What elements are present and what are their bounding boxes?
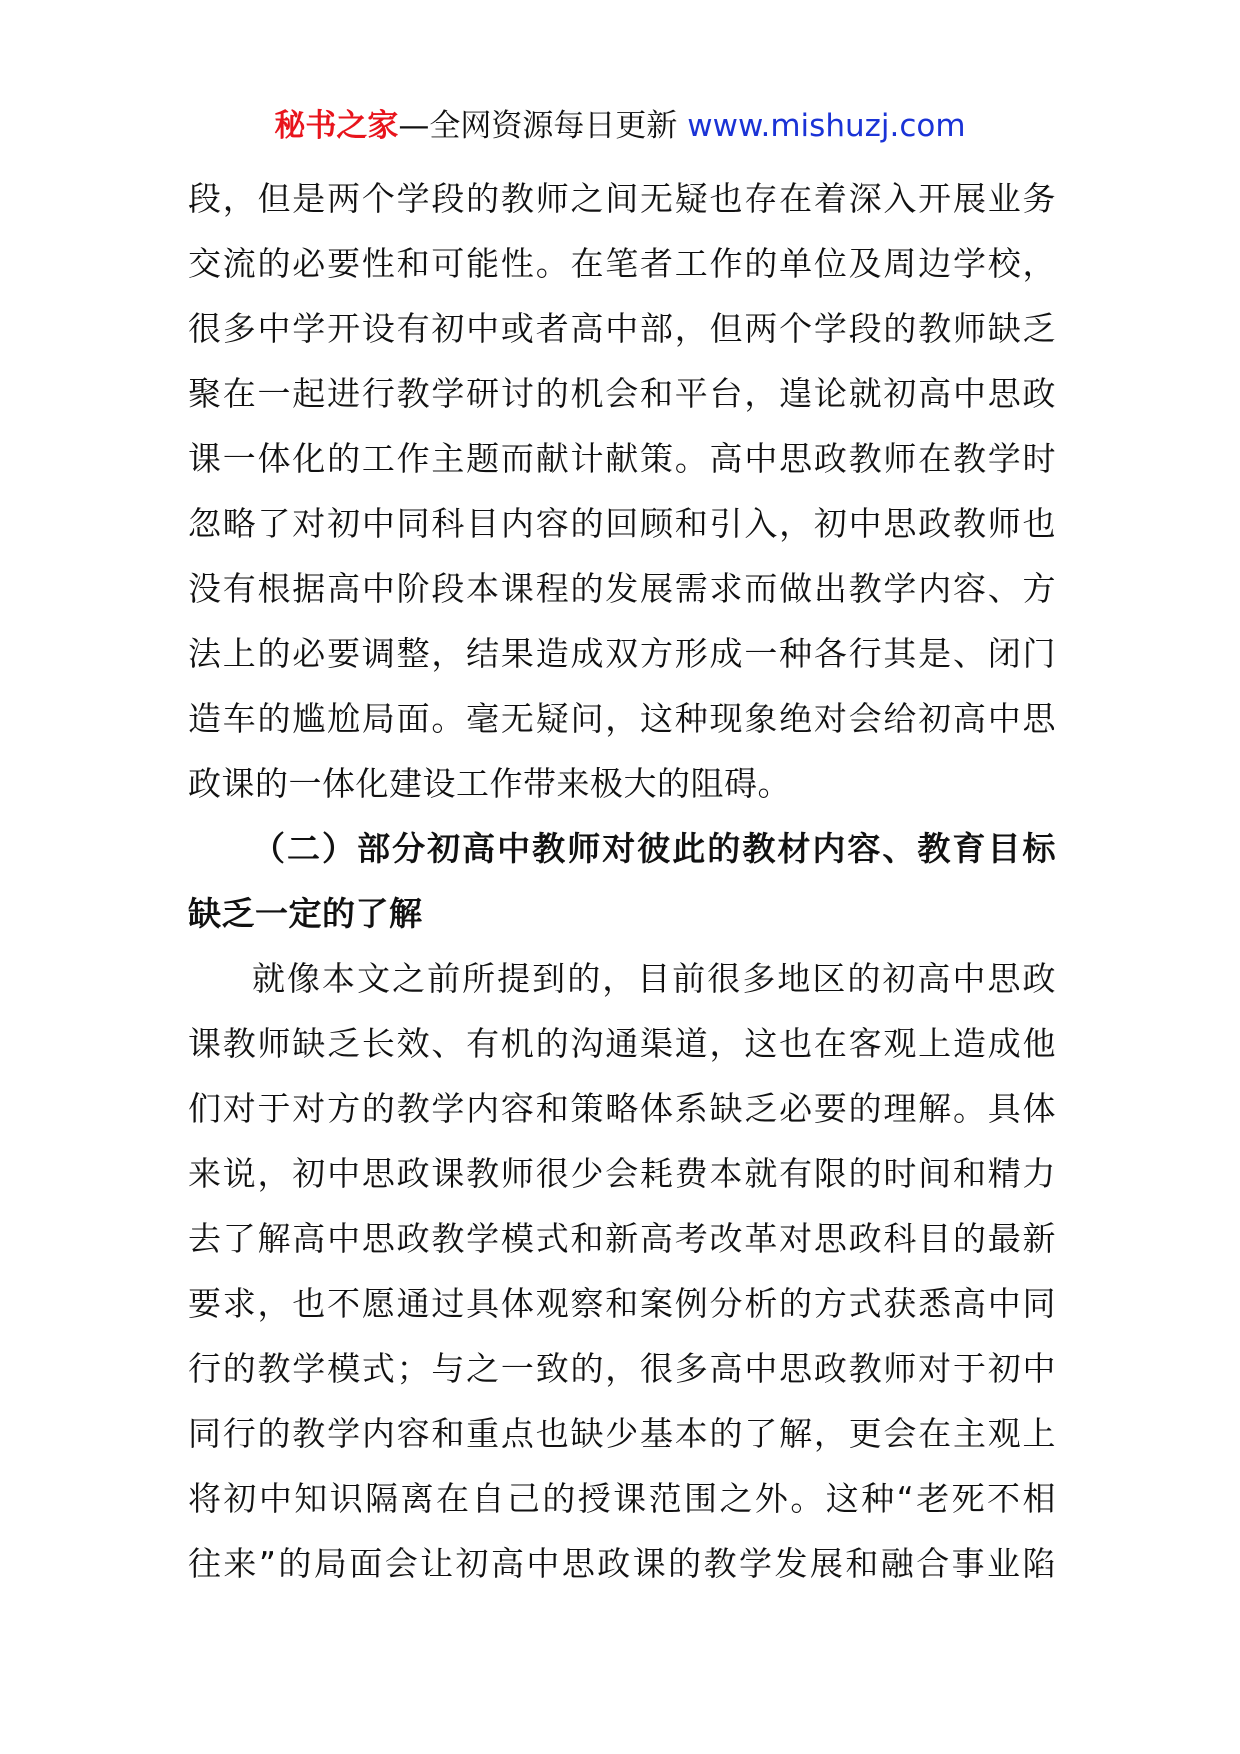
document-body xyxy=(188,166,1056,1596)
text-line: 课教师缺乏长效、有机的沟通渠道，这也在客观上造成他 xyxy=(188,1024,1056,1063)
text-line: 没有根据高中阶段本课程的发展需求而做出教学内容、方 xyxy=(188,569,1056,608)
header-brand: 秘书之家 xyxy=(274,108,399,144)
text-line: 同行的教学内容和重点也缺少基本的了解，更会在主观上 xyxy=(188,1414,1056,1453)
text-line: 聚在一起进行教学研讨的机会和平台，遑论就初高中思政 xyxy=(188,374,1056,413)
paragraph-body xyxy=(188,946,1056,1596)
header-tagline: —全网资源每日更新 xyxy=(398,108,688,144)
heading-line: 缺乏一定的了解 xyxy=(188,894,423,933)
text-line: 要求，也不愿通过具体观察和案例分析的方式获悉高中同 xyxy=(188,1284,1056,1323)
text-line: 忽略了对初中同科目内容的回顾和引入，初中思政教师也 xyxy=(188,504,1056,543)
page-header xyxy=(0,106,1240,146)
text-line: 来说，初中思政课教师很少会耗费本就有限的时间和精力 xyxy=(188,1154,1056,1193)
text-line: 就像本文之前所提到的，目前很多地区的初高中思政 xyxy=(252,959,1056,998)
heading-line: （二）部分初高中教师对彼此的教材内容、教育目标 xyxy=(252,829,1056,868)
text-line: 课一体化的工作主题而献计献策。高中思政教师在教学时 xyxy=(188,439,1056,478)
text-line: 往来”的局面会让初高中思政课的教学发展和融合事业陷 xyxy=(188,1544,1056,1583)
paragraph-continuation xyxy=(188,166,1056,816)
header-url-link[interactable]: www.mishuzj.com xyxy=(687,108,966,144)
text-line: 行的教学模式；与之一致的，很多高中思政教师对于初中 xyxy=(188,1349,1056,1388)
text-line: 将初中知识隔离在自己的授课范围之外。这种“老死不相 xyxy=(188,1479,1056,1518)
text-line: 去了解高中思政教学模式和新高考改革对思政科目的最新 xyxy=(188,1219,1056,1258)
text-line: 段，但是两个学段的教师之间无疑也存在着深入开展业务 xyxy=(188,179,1056,218)
text-line: 造车的尴尬局面。毫无疑问，这种现象绝对会给初高中思 xyxy=(188,699,1056,738)
text-line: 法上的必要调整，结果造成双方形成一种各行其是、闭门 xyxy=(188,634,1056,673)
text-line: 很多中学开设有初中或者高中部，但两个学段的教师缺乏 xyxy=(188,309,1056,348)
text-line: 交流的必要性和可能性。在笔者工作的单位及周边学校， xyxy=(188,244,1056,283)
text-line: 政课的一体化建设工作带来极大的阻碍。 xyxy=(188,764,791,803)
text-line: 们对于对方的教学内容和策略体系缺乏必要的理解。具体 xyxy=(188,1089,1056,1128)
section-heading xyxy=(188,816,1056,946)
